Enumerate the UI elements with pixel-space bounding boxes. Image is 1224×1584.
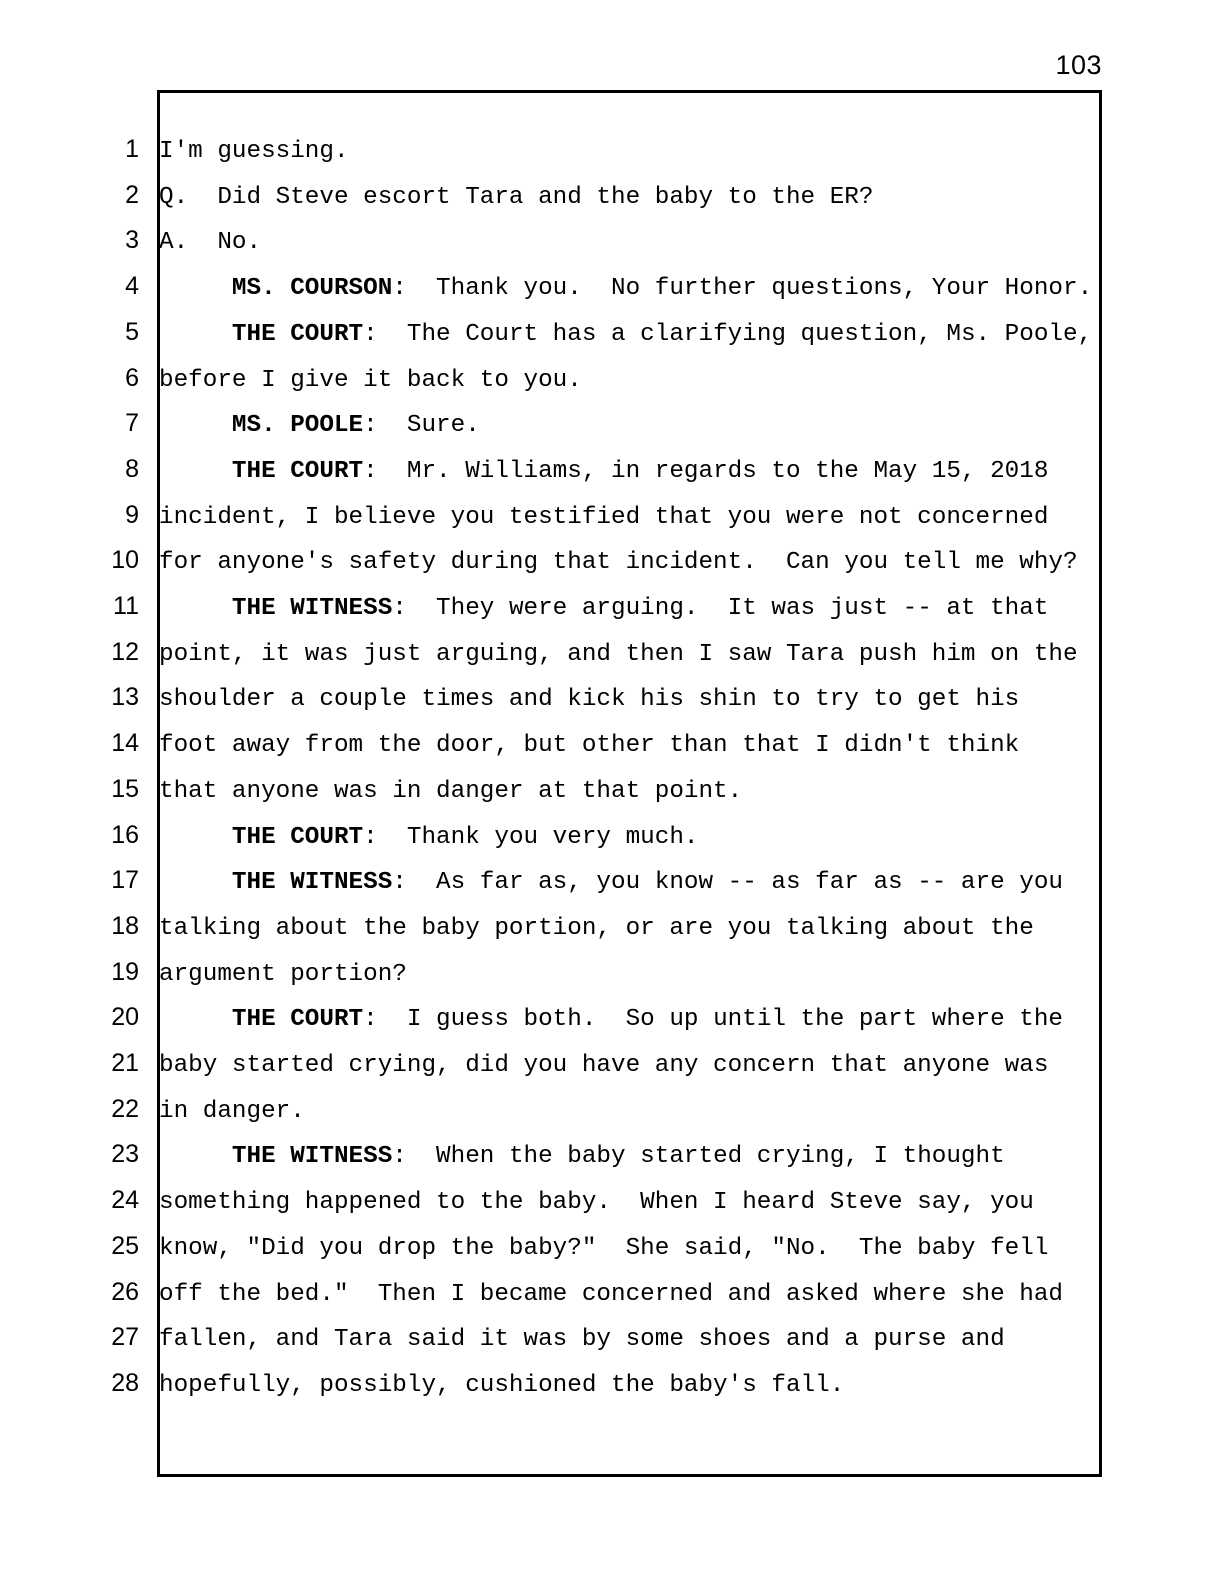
line-body: something happened to the baby. When I heard Steve say, you xyxy=(159,1189,1034,1217)
line-text xyxy=(148,723,1102,769)
line-body: : I guess both. So up until the part where the xyxy=(363,1006,1064,1034)
line-text xyxy=(148,632,1102,678)
line-text xyxy=(148,677,1102,723)
line-number: 27 xyxy=(111,1323,139,1352)
line-body: incident, I believe you testified that you were not concerned xyxy=(159,503,1049,531)
transcript-line xyxy=(0,1041,1102,1087)
line-body: I'm guessing. xyxy=(159,138,349,165)
line-number: 3 xyxy=(125,226,139,255)
line-text xyxy=(148,495,1102,541)
page-number: 103 xyxy=(1055,50,1102,80)
speaker-label: THE COURT xyxy=(231,457,364,485)
transcript-line xyxy=(0,1361,1102,1407)
line-body: argument portion? xyxy=(159,960,407,988)
line-body: : As far as, you know -- as far as -- are you xyxy=(392,869,1064,897)
speaker-label: THE COURT xyxy=(231,1006,364,1034)
transcript-line xyxy=(0,447,1102,493)
line-number: 21 xyxy=(111,1049,139,1077)
line-number: 22 xyxy=(111,1094,139,1123)
line-number: 15 xyxy=(111,774,139,803)
line-number: 9 xyxy=(125,500,139,529)
transcript-line xyxy=(0,1132,1102,1178)
line-body: foot away from the door, but other than that I didn't think xyxy=(159,732,1020,760)
line-number: 2 xyxy=(125,180,139,209)
line-text xyxy=(148,1317,1102,1363)
line-body: for anyone's safety during that incident. Can you tell me why? xyxy=(159,549,1078,577)
line-number: 14 xyxy=(111,729,139,758)
speaker-label: THE WITNESS xyxy=(231,595,393,622)
line-number: 24 xyxy=(111,1186,139,1215)
line-number: 20 xyxy=(111,1003,139,1032)
transcript-line xyxy=(0,310,1102,356)
line-text xyxy=(148,312,1102,358)
line-text xyxy=(148,129,1102,175)
line-text xyxy=(148,358,1102,404)
line-number: 17 xyxy=(111,866,139,895)
line-text xyxy=(148,586,1102,632)
line-text xyxy=(148,815,1102,861)
line-number: 10 xyxy=(111,546,139,575)
line-body: shoulder a couple times and kick his shin to try to get his xyxy=(159,686,1020,714)
transcript-line xyxy=(0,858,1102,904)
line-body: : The Court has a clarifying question, Ms. Poole, xyxy=(363,320,1093,348)
line-text xyxy=(148,997,1102,1043)
line-number: 11 xyxy=(113,592,139,620)
line-number: 25 xyxy=(111,1231,139,1260)
line-number: 8 xyxy=(125,454,139,483)
transcript-line xyxy=(0,721,1102,767)
line-text xyxy=(148,906,1102,952)
transcript-line xyxy=(0,675,1102,721)
transcript-line xyxy=(0,356,1102,402)
line-text xyxy=(148,540,1102,586)
transcript-line xyxy=(0,1224,1102,1270)
speaker-label: MS. POOLE xyxy=(231,412,364,440)
line-number: 23 xyxy=(111,1140,139,1169)
transcript-line xyxy=(0,904,1102,950)
line-text xyxy=(148,1363,1102,1409)
transcript-line xyxy=(0,1178,1102,1224)
line-text xyxy=(148,769,1102,815)
line-number: 28 xyxy=(111,1368,139,1397)
speaker-label: THE WITNESS xyxy=(231,869,393,897)
line-body: that anyone was in danger at that point. xyxy=(159,777,743,805)
transcript-line xyxy=(0,813,1102,859)
line-body: know, "Did you drop the baby?" She said, "No. The baby fell xyxy=(159,1234,1049,1262)
transcript-line xyxy=(0,1315,1102,1361)
line-text xyxy=(148,449,1102,495)
line-body: : Thank you very much. xyxy=(363,823,699,851)
line-text xyxy=(148,1134,1102,1180)
transcript-line xyxy=(0,630,1102,676)
line-body: hopefully, possibly, cushioned the baby's fall. xyxy=(159,1371,845,1399)
line-text xyxy=(148,1089,1102,1135)
line-body: : Thank you. No further questions, Your Honor. xyxy=(392,275,1093,303)
line-number: 13 xyxy=(111,683,139,712)
line-number: 5 xyxy=(125,317,139,346)
transcript-line xyxy=(0,264,1102,310)
line-body: Q. Did Steve escort Tara and the baby to the ER? xyxy=(159,183,874,211)
line-number: 18 xyxy=(111,911,139,940)
line-number: 7 xyxy=(125,409,139,438)
speaker-label: THE WITNESS xyxy=(231,1143,393,1171)
line-body: baby started crying, did you have any concern that anyone was xyxy=(159,1052,1049,1079)
speaker-label: MS. COURSON xyxy=(231,275,393,303)
line-text xyxy=(148,1226,1102,1272)
line-body: : Sure. xyxy=(363,412,480,440)
line-body: A. No. xyxy=(159,229,262,257)
line-body: : They were arguing. It was just -- at that xyxy=(392,595,1049,622)
line-text xyxy=(148,1043,1102,1089)
speaker-label: THE COURT xyxy=(231,320,364,348)
transcript-line xyxy=(0,995,1102,1041)
transcript-line xyxy=(0,1087,1102,1133)
transcript-line xyxy=(0,767,1102,813)
line-text xyxy=(148,266,1102,312)
line-body: : Mr. Williams, in regards to the May 15, 2018 xyxy=(363,457,1049,485)
transcript-line xyxy=(0,538,1102,584)
transcript-line xyxy=(0,401,1102,447)
line-body: before I give it back to you. xyxy=(159,366,582,394)
line-text xyxy=(148,403,1102,449)
transcript-line xyxy=(0,950,1102,996)
transcript-line xyxy=(0,218,1102,264)
line-number: 16 xyxy=(111,820,139,849)
line-number: 4 xyxy=(125,272,139,301)
line-number: 19 xyxy=(111,957,139,986)
speaker-label: THE COURT xyxy=(231,823,364,851)
line-body: off the bed." Then I became concerned and asked where she had xyxy=(159,1280,1063,1308)
line-body: point, it was just arguing, and then I saw Tara push him on the xyxy=(159,640,1078,668)
line-text xyxy=(148,1272,1102,1318)
transcript-line xyxy=(0,173,1102,219)
transcript-line xyxy=(0,1270,1102,1316)
line-text xyxy=(148,952,1102,998)
line-text xyxy=(148,1180,1102,1226)
transcript-line xyxy=(0,127,1102,173)
line-number: 6 xyxy=(125,363,139,392)
line-text xyxy=(148,860,1102,906)
line-body: talking about the baby portion, or are you talking about the xyxy=(159,914,1034,942)
transcript-line xyxy=(0,584,1102,630)
line-body: in danger. xyxy=(159,1097,305,1125)
transcript-lines xyxy=(0,90,1102,1477)
transcript-line xyxy=(0,493,1102,539)
line-body: fallen, and Tara said it was by some shoes and a purse and xyxy=(159,1326,1005,1354)
line-text xyxy=(148,220,1102,266)
line-body: : When the baby started crying, I thought xyxy=(392,1143,1005,1171)
line-number: 12 xyxy=(111,637,139,666)
line-number: 26 xyxy=(111,1277,139,1306)
line-number: 1 xyxy=(125,135,139,163)
line-text xyxy=(148,175,1102,221)
